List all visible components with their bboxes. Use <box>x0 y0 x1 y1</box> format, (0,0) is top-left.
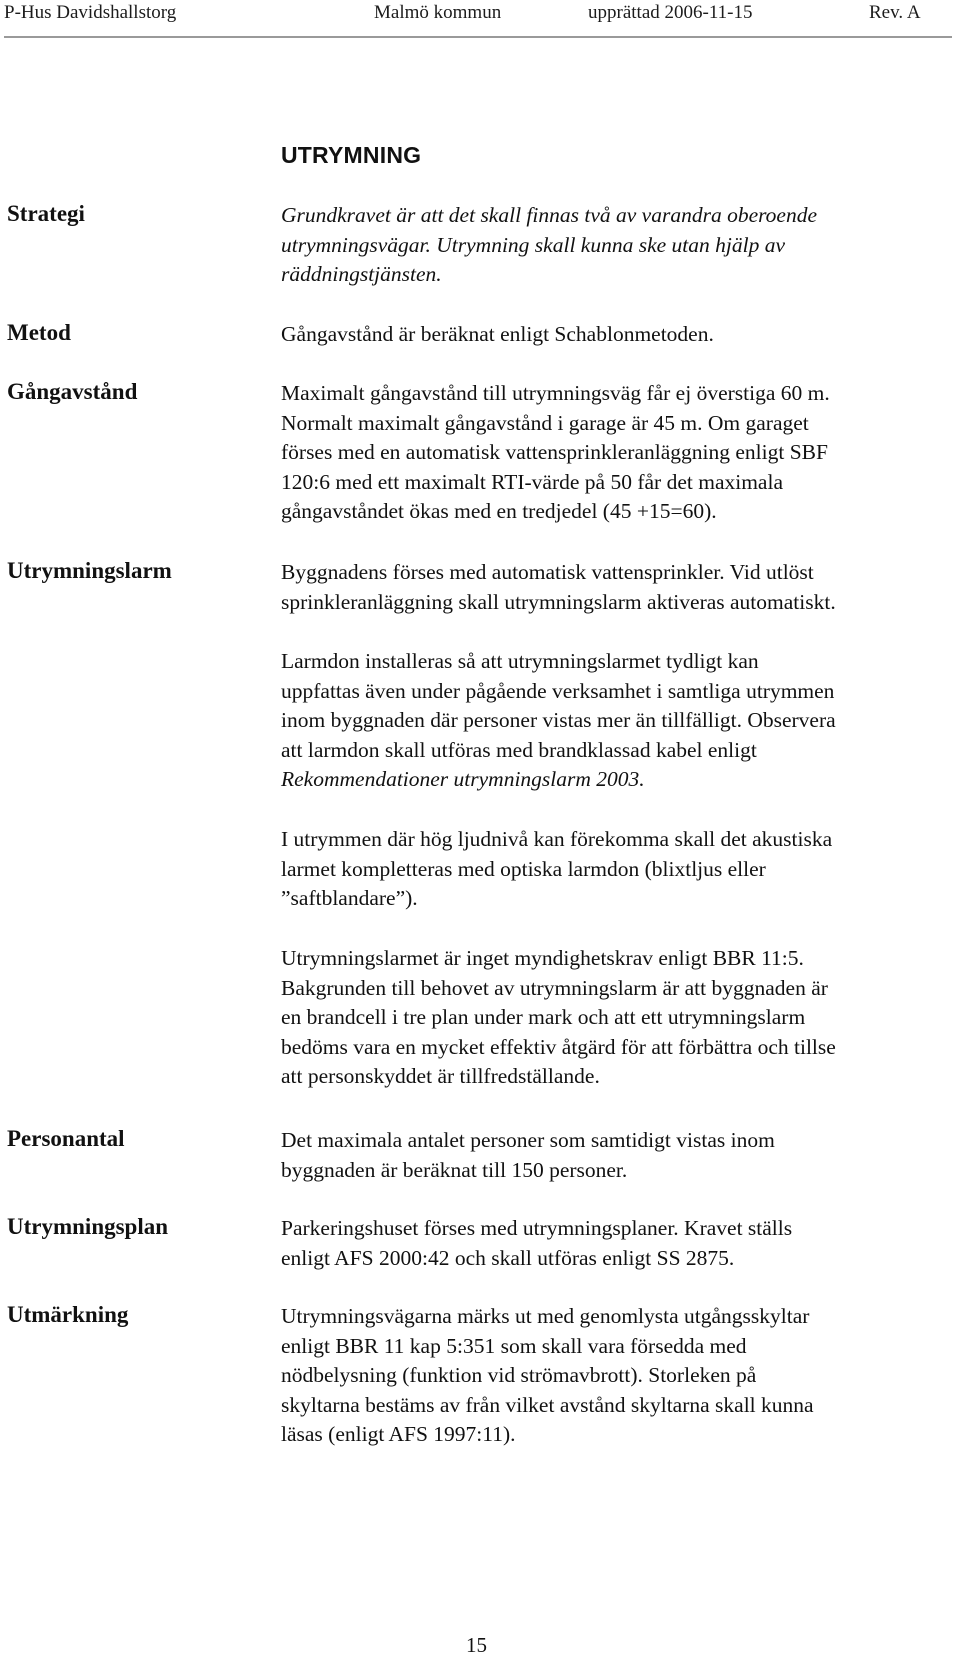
utrymningslarm-line: uppfattas även under pågående verksamhet i samtliga utrymmen <box>281 678 835 703</box>
utmarkning-line: Utrymningsvägarna märks ut med genomlysta utgångsskyltar <box>281 1304 810 1328</box>
strategi-line: utrymningsvägar. Utrymning skall kunna ske utan hjälp av <box>281 232 786 257</box>
utrymningslarm-line: att larmdon skall utföras med brandklassad kabel enligt <box>281 737 757 762</box>
utmarkning-text <box>281 1302 960 1450</box>
utrymningslarm-line: Bakgrunden till behovet av utrymningslarm är att byggnaden är <box>281 975 828 1000</box>
utrymningslarm-line: sprinkleranläggning skall utrymningslarm aktiveras automatiskt. <box>281 589 836 614</box>
utrymningslarm-line: Byggnadens förses med automatisk vattensprinkler. Vid utlöst <box>281 560 814 584</box>
header-project: P-Hus Davidshallstorg <box>4 2 177 23</box>
metod-text <box>281 320 960 350</box>
label-metod: Metod <box>7 320 71 345</box>
gangavstand-line: Maximalt gångavstånd till utrymningsväg får ej överstiga 60 m. <box>281 381 830 405</box>
gangavstand-line: Normalt maximalt gångavstånd i garage är 45 m. Om garaget <box>281 410 809 435</box>
gangavstand-line: förses med en automatisk vattensprinkleranläggning enligt SBF <box>281 440 828 464</box>
utrymningslarm-line: larmet kompletteras med optiska larmdon (blixtljus eller <box>281 856 766 881</box>
utrymningslarm-paragraph-4 <box>281 944 960 1092</box>
header-date: upprättad 2006-11-15 <box>588 2 753 23</box>
personantal-line: byggnaden är beräknat till 150 personer. <box>281 1157 628 1182</box>
label-gangavstand: Gångavstånd <box>7 379 138 404</box>
utrymningsplan-line: Parkeringshuset förses med utrymningsplaner. Kravet ställs <box>281 1216 793 1240</box>
utrymningsplan-text <box>281 1214 960 1273</box>
strategi-line: Grundkravet är att det skall finnas två av varandra oberoende <box>281 203 818 227</box>
utrymningsplan-line: enligt AFS 2000:42 och skall utföras enligt SS 2875. <box>281 1245 735 1270</box>
personantal-text <box>281 1126 960 1185</box>
utrymningslarm-line: inom byggnaden där personer vistas mer än tillfälligt. Observera <box>281 708 836 732</box>
utrymningslarm-line: ”saftblandare”). <box>281 886 418 910</box>
strategi-line: räddningstjänsten. <box>281 262 442 286</box>
header-divider <box>4 36 952 38</box>
label-personantal: Personantal <box>7 1126 125 1151</box>
utrymningslarm-line: att personskyddet är tillfredställande. <box>281 1064 600 1088</box>
label-utrymningsplan: Utrymningsplan <box>7 1214 169 1239</box>
utrymningslarm-line: bedöms vara en mycket effektiv åtgärd för att förbättra och tillse <box>281 1034 836 1059</box>
page-header <box>0 0 960 40</box>
strategi-text <box>281 201 960 290</box>
utrymningslarm-line: Larmdon installeras så att utrymningslarmet tydligt kan <box>281 649 759 673</box>
utmarkning-line: enligt BBR 11 kap 5:351 som skall vara försedda med <box>281 1333 747 1358</box>
utmarkning-line: nödbelysning (funktion vid strömavbrott). Storleken på <box>281 1363 757 1387</box>
metod-line: Gångavstånd är beräknat enligt Schablonmetoden. <box>281 322 714 346</box>
gangavstand-text <box>281 379 960 527</box>
utrymningslarm-reference: Rekommendationer utrymningslarm 2003. <box>281 767 645 791</box>
header-organization: Malmö kommun <box>374 2 502 23</box>
gangavstand-line: 120:6 med ett maximalt RTI-värde på 50 får det maximala <box>281 469 783 494</box>
label-utrymningslarm: Utrymningslarm <box>7 558 172 583</box>
utrymningslarm-paragraph-2 <box>281 647 960 795</box>
label-utmarkning: Utmärkning <box>7 1302 129 1327</box>
label-strategi: Strategi <box>7 201 85 226</box>
personantal-line: Det maximala antalet personer som samtidigt vistas inom <box>281 1128 775 1152</box>
gangavstand-line: gångavståndet ökas med en tredjedel (45 +15=60). <box>281 499 717 523</box>
utrymningslarm-paragraph-3 <box>281 825 960 914</box>
utmarkning-line: skyltarna bestäms av från vilket avstånd skyltarna skall kunna <box>281 1392 814 1417</box>
utrymningslarm-line: en brandcell i tre plan under mark och att ett utrymningslarm <box>281 1005 806 1029</box>
utrymningslarm-paragraph-1 <box>281 558 960 617</box>
header-revision: Rev. A <box>869 2 921 23</box>
page-number: 15 <box>466 1633 487 1657</box>
section-title: UTRYMNING <box>281 142 422 168</box>
utrymningslarm-line: I utrymmen där hög ljudnivå kan förekomma skall det akustiska <box>281 827 833 851</box>
utrymningslarm-line: Utrymningslarmet är inget myndighetskrav enligt BBR 11:5. <box>281 946 804 970</box>
utmarkning-line: läsas (enligt AFS 1997:11). <box>281 1422 516 1446</box>
